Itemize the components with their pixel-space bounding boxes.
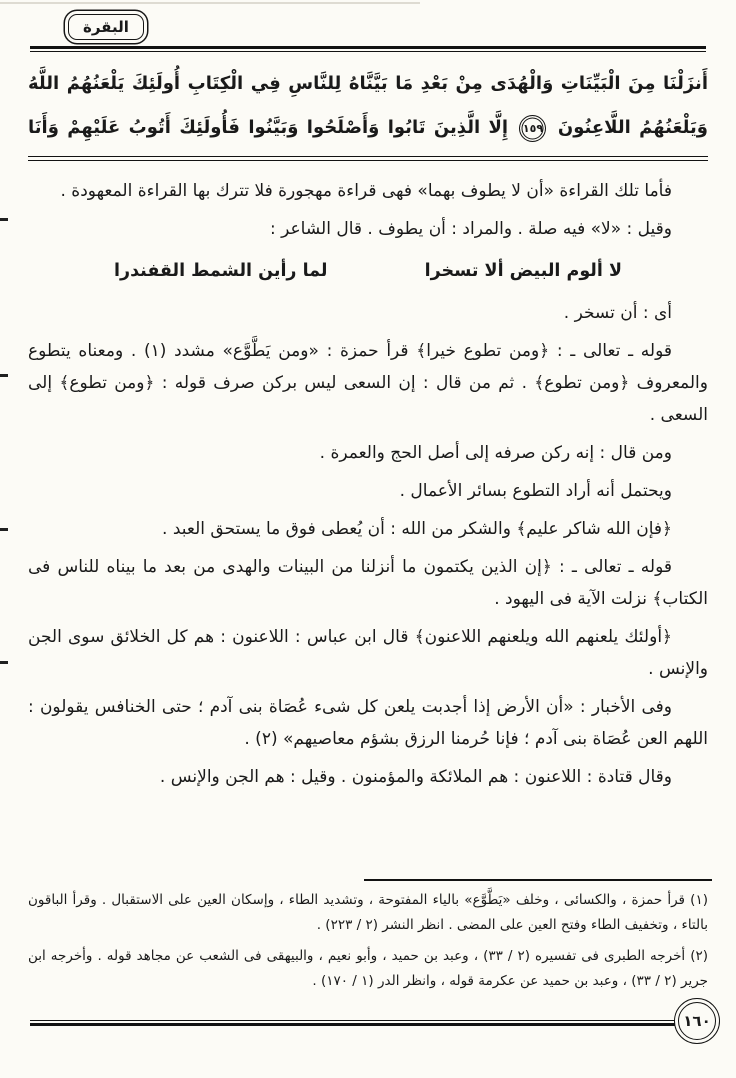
poetry-hemistich-second: لما رأين الشمط القفندرا — [114, 261, 328, 281]
footer-rule-thin — [30, 1020, 706, 1021]
commentary-paragraph: أى : أن تسخر . — [563, 303, 672, 323]
commentary-body — [28, 175, 708, 793]
commentary-paragraph: وفى الأخبار : «أن الأرض إذا أجدبت يلعن كل شىء عُصَاة بنى آدم ؛ حتى الخنافس يقولون : اللهم العن عُصَاة بنى آدم ؛ فإنا حُرمنا الرزق بشؤم معاصيهم» (٢) . — [28, 697, 708, 749]
page-content — [28, 56, 708, 799]
commentary-paragraph: ﴿أولئك يلعنهم الله ويلعنهم اللاعنون﴾ قال ابن عباس : اللاعنون : هم كل الخلائق سوى الجن والإنس . — [28, 627, 708, 679]
quran-verse-block — [28, 56, 708, 150]
quran-verse-line-2-start: وَيَلْعَنُهُمُ اللَّاعِنُونَ — [557, 117, 708, 138]
commentary-paragraph: ومن قال : إنه ركن صرفه إلى أصل الحج والعمرة . — [319, 443, 672, 463]
footer-rule-thick — [30, 1023, 706, 1026]
ayah-number-marker: ١٥٩ — [519, 115, 546, 142]
page-number-badge — [674, 998, 720, 1044]
surah-title-badge — [68, 14, 144, 40]
footer-rule — [30, 1020, 706, 1026]
quran-verse-line-2-end: إِلَّا الَّذِينَ تَابُوا وَأَصْلَحُوا وَبَيَّنُوا فَأُولَئِكَ أَتُوبُ عَلَيْهِمْ وَأَنَا — [28, 117, 509, 138]
poetry-line — [28, 255, 708, 287]
page-number-ring — [678, 1002, 716, 1040]
page-number: ١٦٠ — [683, 1012, 711, 1030]
commentary-paragraph: قوله ـ تعالى ـ : ﴿ومن تطوع خيرا﴾ قرأ حمزة : «ومن يَطَّوَّع» مشدد (١) . ومعناه يتطوع والمعروف ﴿ومن تطوع﴾ . ثم من قال : إن السعى ليس بركن صرف قوله : ﴿ومن تطوع﴾ إلى السعى . — [28, 341, 708, 425]
surah-title: البقرة — [83, 18, 129, 36]
commentary-paragraph: وقال قتادة : اللاعنون : هم الملائكة والمؤمنون . وقيل : هم الجن والإنس . — [159, 767, 672, 787]
footnote-divider — [364, 879, 712, 881]
commentary-paragraph: ﴿فإن الله شاكر عليم﴾ والشكر من الله : أن يُعطى فوق ما يستحق العبد . — [162, 519, 672, 539]
binding-mark — [0, 661, 8, 664]
scan-edge-artifact — [0, 2, 420, 4]
commentary-paragraph: قوله ـ تعالى ـ : ﴿إن الذين يكتمون ما أنزلنا من البينات والهدى من بعد ما بيناه للناس فى الكتاب﴾ نزلت الآية فى اليهود . — [28, 557, 708, 609]
quran-verse-line-1: أَنزَلْنَا مِنَ الْبَيِّنَاتِ وَالْهُدَى مِنْ بَعْدِ مَا بَيَّنَّاهُ لِلنَّاسِ فِي الْكِتَابِ أُولَئِكَ يَلْعَنُهُمُ اللَّهُ — [28, 73, 708, 94]
binding-mark — [0, 528, 8, 531]
commentary-paragraph: فأما تلك القراءة «أن لا يطوف بهما» فهى قراءة مهجورة فلا تترك بها القراءة المعهودة . — [60, 181, 672, 201]
verse-commentary-divider — [28, 156, 708, 161]
footnote-item: (١) قرأ حمزة ، والكسائى ، وخلف «يَطَّوَّع» بالياء المفتوحة ، وتشديد الطاء ، وإسكان العين على الاستقبال . وقرأ الباقون بالتاء ، وتخفيف الطاء وفتح العين على المضى . انظر النشر (٢ / ٢٢٣) . — [28, 892, 708, 933]
commentary-paragraph: وقيل : «لا» فيه صلة . والمراد : أن يطوف . قال الشاعر : — [270, 219, 672, 239]
footnotes-section — [28, 888, 708, 1000]
header-rule — [30, 46, 706, 52]
footnote-item: (٢) أخرجه الطبرى فى تفسيره (٢ / ٣٣) ، وعبد بن حميد ، وأبو نعيم ، والبيهقى فى الشعب عن مجاهد قوله . وأخرجه ابن جرير (٢ / ٣٣) ، وعبد بن حميد عن عكرمة قوله ، وانظر الدر (١ / ١٧٠) . — [28, 948, 709, 989]
binding-mark — [0, 218, 8, 221]
commentary-paragraph: ويحتمل أنه أراد التطوع بسائر الأعمال . — [399, 481, 672, 501]
poetry-hemistich-first: لا ألوم البيض ألا تسخرا — [424, 261, 622, 281]
header-rule-thick — [30, 46, 706, 49]
binding-mark — [0, 374, 8, 377]
header-rule-thin — [30, 51, 706, 52]
